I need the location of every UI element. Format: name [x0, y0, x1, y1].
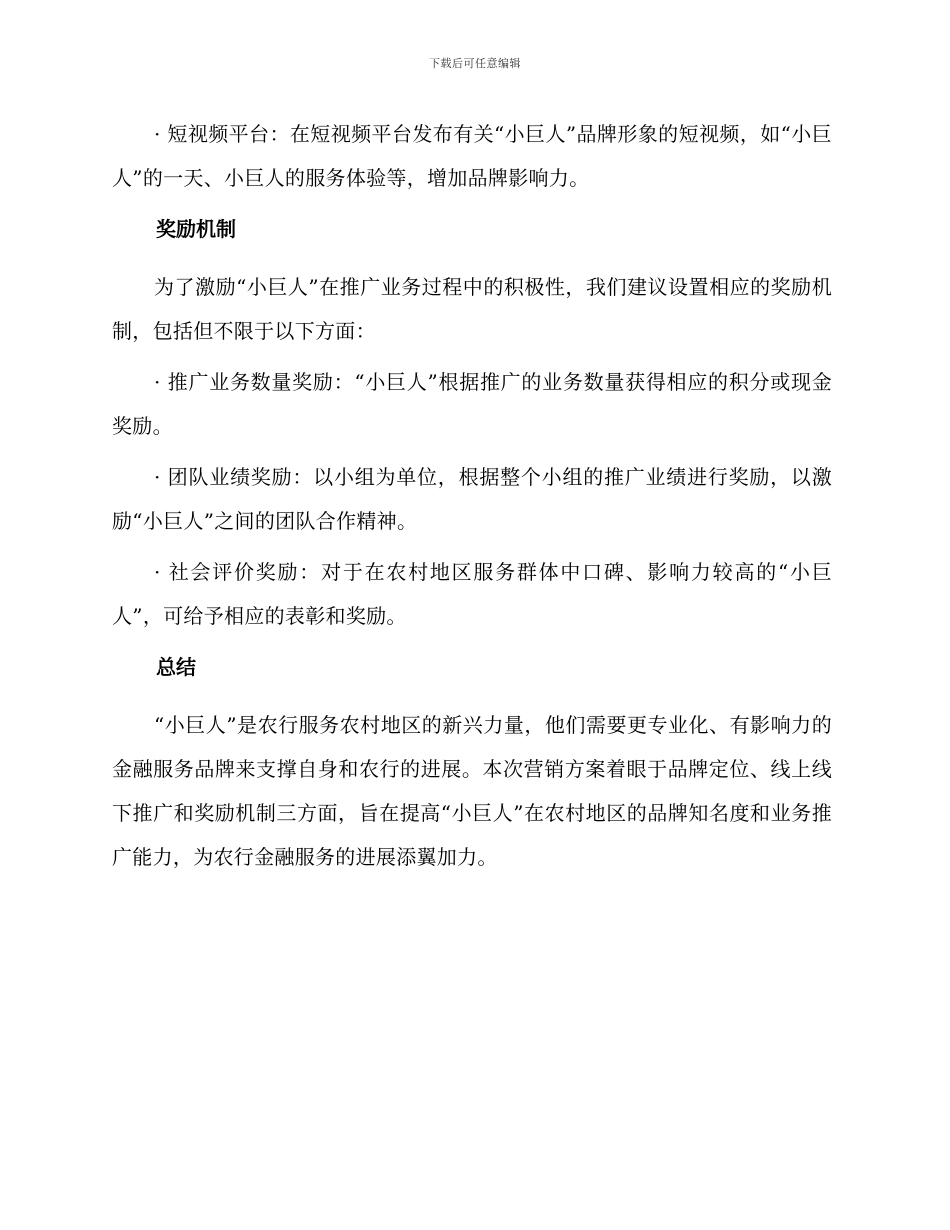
section-heading-summary: 总结 — [156, 655, 196, 679]
document-body — [112, 112, 832, 886]
summary-paragraph: “小巨人”是农行服务农村地区的新兴力量，他们需要更专业化、有影响力的金融服务品牌来支撑自身和农行的进展。本次营销方案着眼于品牌定位、线上线下推广和奖励机制三方面，旨在提高“小巨人”在农村地区的品牌知名度和业务推广能力，为农行金融服务的进展添翼加力。 — [112, 713, 832, 869]
bullet-team-performance-reward: · 团队业绩奖励：以小组为单位，根据整个小组的推广业绩进行奖励，以激励“小巨人”之间的团队合作精神。 — [112, 465, 832, 533]
header-note: 下载后可任意编辑 — [429, 57, 521, 70]
bullet-social-evaluation-reward: · 社会评价奖励：对于在农村地区服务群体中口碑、影响力较高的“小巨人”，可给予相应的表彰和奖励。 — [112, 560, 832, 628]
bullet-business-volume-reward: · 推广业务数量奖励：“小巨人”根据推广的业务数量获得相应的积分或现金奖励。 — [112, 370, 832, 438]
section-heading-reward-mechanism: 奖励机制 — [156, 217, 236, 241]
bullet-short-video-platform: · 短视频平台：在短视频平台发布有关“小巨人”品牌形象的短视频，如“小巨人”的一天、小巨人的服务体验等，增加品牌影响力。 — [112, 122, 832, 190]
reward-intro-paragraph: 为了激励“小巨人”在推广业务过程中的积极性，我们建议设置相应的奖励机制，包括但不限于以下方面： — [112, 275, 832, 343]
